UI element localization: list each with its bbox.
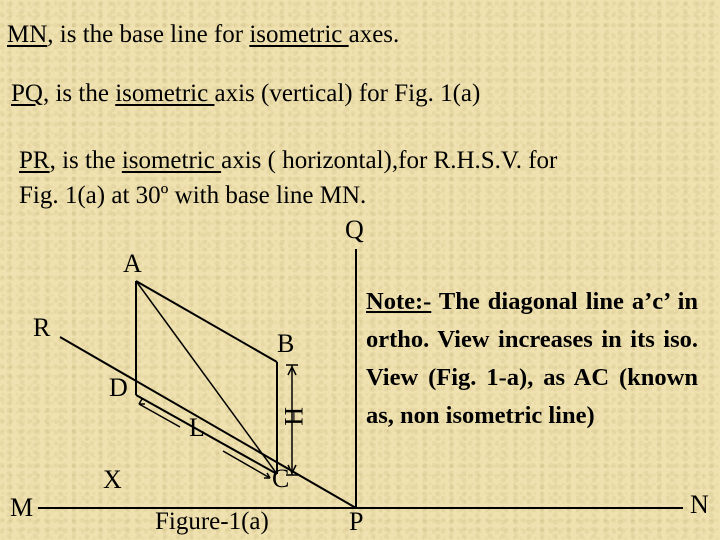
key-pq: PQ [11,80,43,107]
label-l: L [189,413,205,442]
label-m: M [10,493,34,522]
line-text: , is the base line for [47,21,250,48]
label-a: A [123,249,142,278]
underlined-term: isometric [121,147,222,174]
label-d: D [109,373,128,402]
line-text: , is the [42,80,116,107]
diagonal-ac [136,281,277,474]
label-h: H [279,407,308,426]
note-heading: Note:- [366,288,432,315]
label-c: C [272,464,290,493]
figure-caption: Figure-1(a) [155,508,269,535]
key-pr: PR [19,147,50,174]
line-text: axis (vertical) for Fig. 1(a) [214,80,481,107]
label-r: R [33,313,51,342]
label-p: P [349,507,364,536]
line-text: axis ( horizontal),for R.H.S.V. for [221,147,558,174]
edge-dc [136,395,277,474]
key-mn: MN [7,21,48,48]
underlined-term: isometric [249,21,349,48]
line-text: Fig. 1(a) at 30º with base line MN. [19,182,367,209]
label-n: N [690,490,709,519]
edge-ab [136,281,277,362]
line-text: , is the [49,147,122,174]
label-q: Q [345,215,364,244]
note-body: The diagonal line a’c’ in ortho. View increases in its iso. View (Fig. 1-a), as AC (known as, non isometric line) [366,288,698,429]
label-b: B [277,329,295,358]
underlined-term: isometric [115,80,215,107]
line-text: axes. [348,21,400,48]
note-block [366,283,698,435]
label-x: X [103,465,122,494]
